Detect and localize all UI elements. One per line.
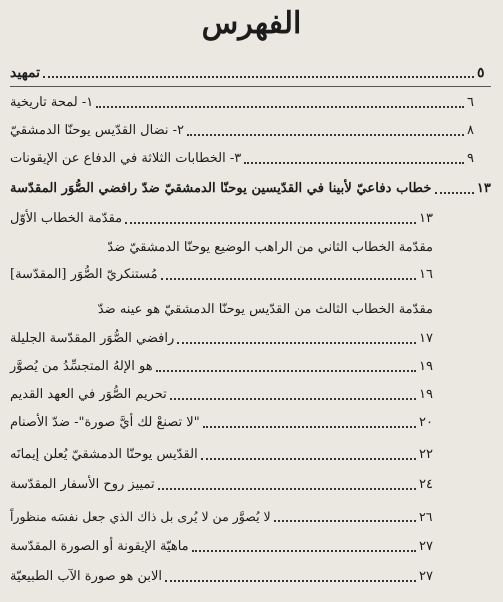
page-number: ١٦	[419, 267, 433, 282]
page-number: ٢٧	[419, 569, 433, 584]
leader-dots	[201, 458, 416, 460]
page-number: ١٣	[476, 181, 491, 196]
entry-text: خطاب دفاعيّ لأبينا في القدّيسين يوحنّا الدمشقيّ ضدّ رافضي الصُّوَر المقدّسة	[10, 181, 432, 196]
leader-dots	[192, 550, 416, 552]
entry-text: ٣- الخطابات الثلاثة في الدفاع عن الإيقونات	[10, 151, 242, 166]
toc-entry	[10, 476, 433, 494]
toc-entry	[10, 386, 433, 404]
entry-text-line: مقدّمة الخطاب الثالث من القدّيس يوحنّا الدمشقيّ هو عينه ضدّ	[97, 302, 433, 317]
entry-text: ٢- نضال القدّيس يوحنّا الدمشقيّ	[10, 123, 184, 138]
page-number: ٢٤	[419, 477, 433, 492]
toc-entry	[10, 210, 433, 228]
entry-text: مُستنكريّ الصُّوَر [المقدّسة]	[10, 267, 158, 282]
toc-entry	[10, 414, 433, 432]
page-number: ٢٢	[419, 447, 433, 462]
entry-text: تمييز روح الأسفار المقدّسة	[10, 477, 155, 492]
leader-dots	[43, 76, 474, 78]
page-number: ١٩	[419, 387, 433, 402]
toc-entry	[10, 122, 481, 140]
leader-dots	[244, 162, 464, 164]
entry-text-line: مقدّمة الخطاب الثاني من الراهب الوضيع يوحنّا الدمشقيّ ضدّ	[107, 240, 433, 255]
toc-entry	[10, 446, 433, 464]
page-number: ٥	[477, 65, 485, 81]
page-number: ٢٠	[419, 415, 433, 430]
page-number: ٢٧	[419, 539, 433, 554]
toc-entry	[10, 538, 433, 556]
page-number: ١٣	[419, 211, 433, 226]
leader-dots	[170, 398, 416, 400]
divider	[10, 86, 491, 87]
toc-entry	[10, 358, 433, 376]
toc-entry	[10, 180, 491, 198]
entry-text: مقدّمة الخطاب الأوّل	[10, 211, 123, 226]
leader-dots	[177, 342, 416, 344]
page-number: ٦	[467, 95, 474, 110]
page-number: ٩	[467, 151, 474, 166]
page-title: الفهرس	[201, 6, 302, 41]
entry-text: ١- لمحة تاريخية	[10, 95, 94, 110]
leader-dots	[161, 278, 416, 280]
entry-text: القدّيس يوحنّا الدمشقيّ يُعلن إيمانَه	[10, 447, 198, 462]
leader-dots	[187, 134, 464, 136]
entry-text: تمهيد	[10, 65, 41, 81]
entry-text: ماهيّة الإيقونة أو الصورة المقدّسة	[10, 539, 189, 554]
page-number: ٨	[467, 123, 474, 138]
page-number: ١٩	[419, 359, 433, 374]
entry-text: تحريم الصُّوَر في العهد القديم	[10, 387, 167, 402]
entry-text: الابن هو صورة الآب الطبيعيّة	[10, 569, 162, 584]
toc-entry	[10, 330, 433, 348]
toc-entry	[10, 150, 481, 168]
leader-dots	[156, 370, 416, 372]
leader-dots	[435, 192, 474, 194]
leader-dots	[274, 520, 416, 522]
page-number: ١٧	[419, 331, 433, 346]
entry-text: رافضي الصُّوَر المقدّسة الجليلة	[10, 331, 175, 346]
leader-dots	[165, 580, 416, 582]
entry-text: هو الإلهُ المتجسِّدُ من يُصوَّر	[10, 359, 153, 374]
entry-text: لا يُصوَّر من لا يُرى بل ذاك الذي جعل نفسَه منظوراً	[10, 509, 271, 524]
toc-entry	[10, 64, 491, 82]
leader-dots	[203, 426, 416, 428]
leader-dots	[158, 488, 416, 490]
toc-entry	[10, 508, 433, 526]
entry-text: "لا تصنعْ لك أيَّ صورة"- ضدّ الأصنام	[10, 415, 200, 430]
leader-dots	[125, 222, 416, 224]
toc-entry	[10, 266, 433, 284]
toc-entry	[10, 568, 433, 586]
toc-entry	[10, 94, 481, 112]
leader-dots	[96, 106, 464, 108]
page-number: ٢٦	[419, 509, 433, 524]
